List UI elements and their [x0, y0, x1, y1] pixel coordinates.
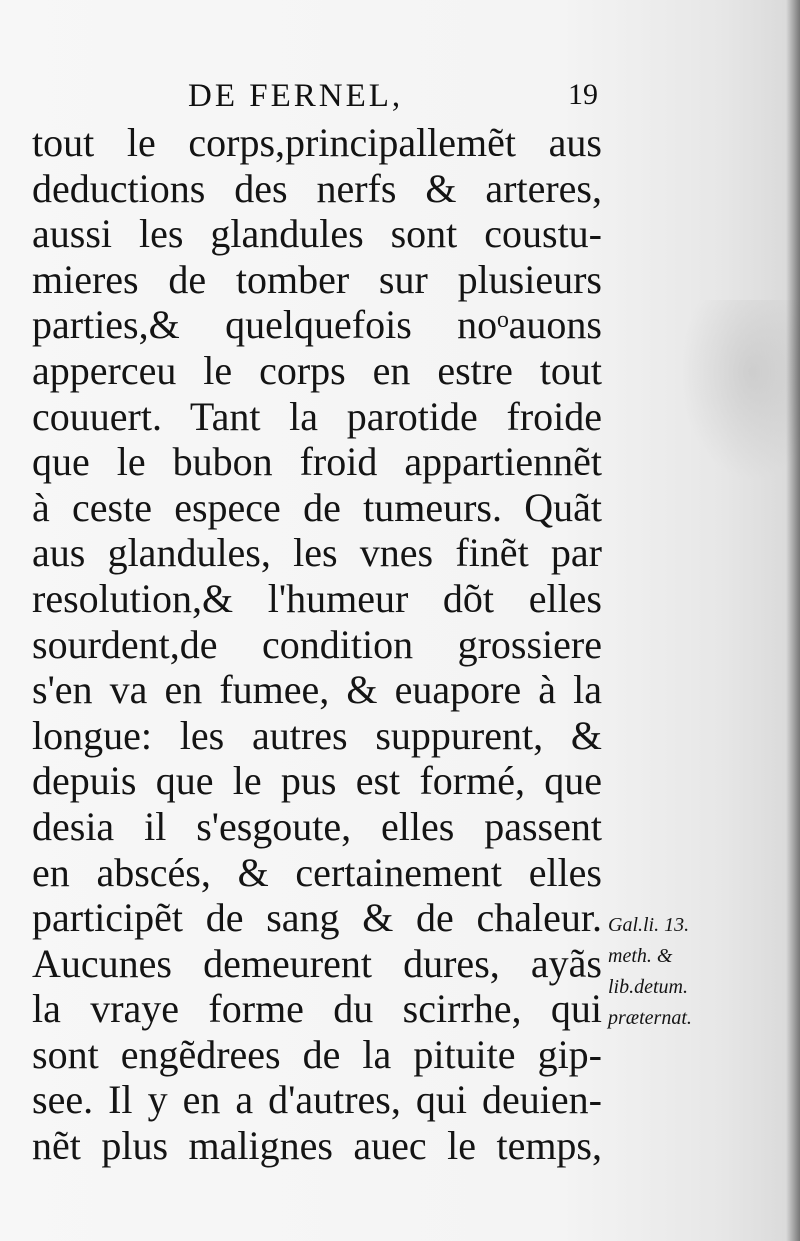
- text-line: see. Il y en a d'autres, qui deuien-: [32, 1077, 602, 1123]
- text-line: Aucunes demeurent dures, ayãs: [32, 940, 602, 986]
- text-line: participẽt de sang & de chaleur.: [32, 895, 602, 941]
- margin-note-line: præternat.: [608, 1007, 692, 1029]
- text-line: nẽt plus malignes auec le temps,: [32, 1123, 602, 1169]
- text-line: apperceu le corps en estre tout: [32, 347, 602, 393]
- text-line: couuert. Tant la parotide froide: [32, 393, 602, 439]
- text-line: longue: les autres suppurent, &: [32, 712, 602, 758]
- text-line: à ceste espece de tumeurs. Quãt: [32, 484, 602, 530]
- text-line: s'en va en fumee, & euapore à la: [32, 667, 602, 713]
- page-number: 19: [568, 78, 598, 111]
- text-line: aussi les glandules sont coustu-: [32, 211, 602, 257]
- text-line: la vraye forme du scirrhe, qui: [32, 986, 602, 1032]
- text-line: parties,& quelquefois noᵒauons: [32, 302, 602, 348]
- text-line: tout le corps,principallemẽt aus: [32, 120, 602, 165]
- text-line: resolution,& l'humeur dõt elles: [32, 575, 602, 621]
- text-line: mieres de tomber sur plusieurs: [32, 256, 602, 302]
- margin-note-line: Gal.li. 13.: [608, 914, 690, 936]
- margin-note-line: lib.detum.: [608, 976, 688, 998]
- text-line: depuis que le pus est formé, que: [32, 758, 602, 804]
- margin-note: [608, 910, 748, 1034]
- text-line: desia il s'esgoute, elles passent: [32, 803, 602, 849]
- paper-stain: [680, 300, 800, 480]
- page-edge-shadow: [786, 0, 800, 1241]
- text-line: sourdent,de condition grossiere: [32, 621, 602, 667]
- margin-note-line: meth. &: [608, 945, 673, 967]
- text-line: en abscés, & certainement elles: [32, 849, 602, 895]
- running-head: [188, 78, 598, 118]
- text-line: deductions des nerfs & arteres,: [32, 165, 602, 211]
- running-title: DE FERNEL,: [188, 78, 404, 114]
- text-line: aus glandules, les vnes finẽt par: [32, 530, 602, 576]
- text-line: que le bubon froid appartiennẽt: [32, 439, 602, 485]
- body-text: [32, 120, 602, 1169]
- text-line: sont engẽdrees de la pituite gip-: [32, 1031, 602, 1077]
